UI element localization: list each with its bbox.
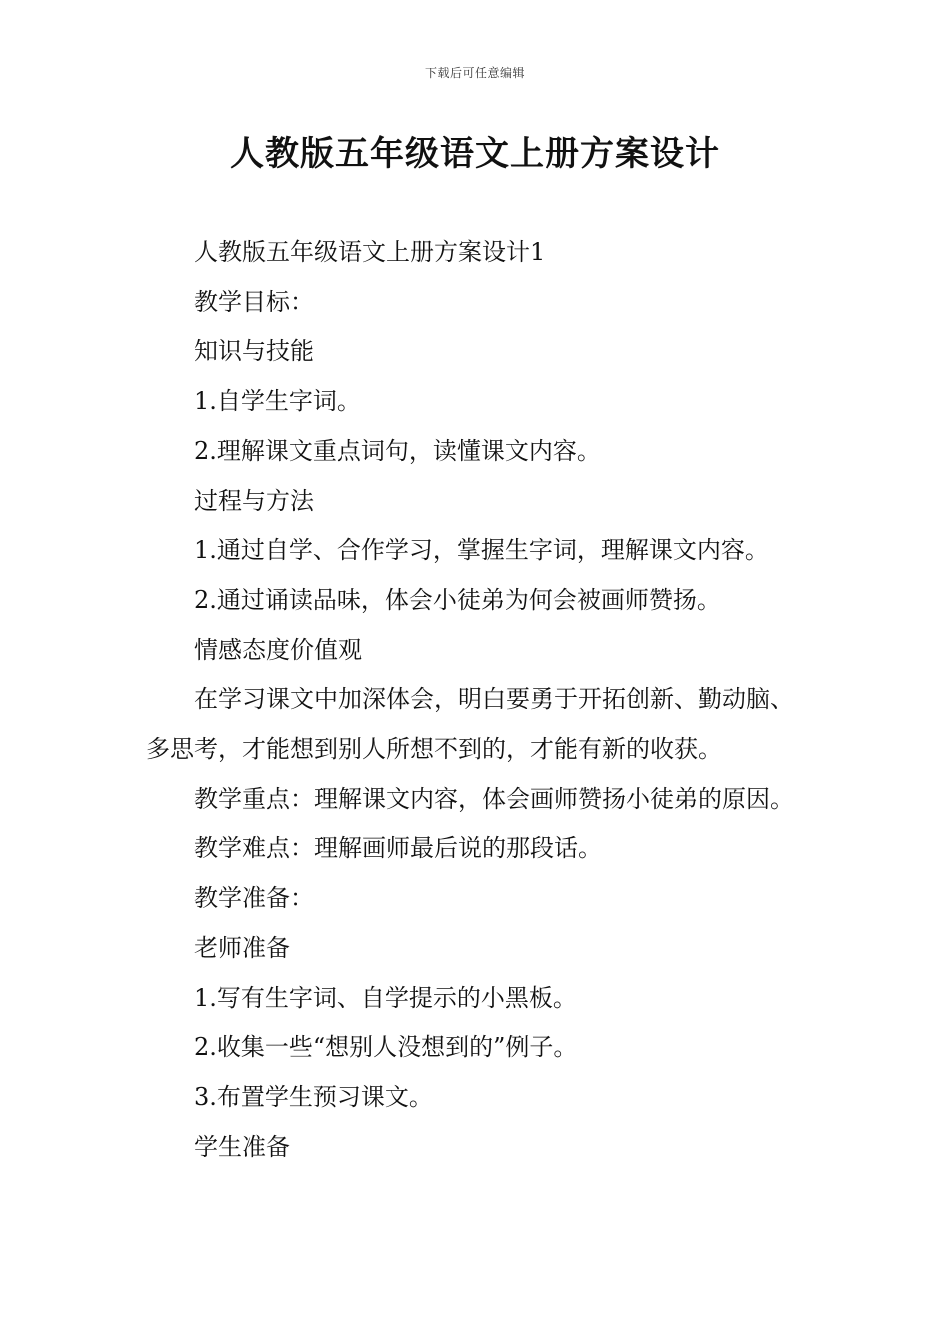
paragraph: 2.理解课文重点词句，读懂课文内容。 bbox=[194, 436, 601, 465]
document-body bbox=[146, 228, 810, 1172]
paragraph: 过程与方法 bbox=[194, 486, 314, 515]
paragraph: 人教版五年级语文上册方案设计1 bbox=[194, 238, 546, 266]
paragraph: 教学难点：理解画师最后说的那段话。 bbox=[194, 834, 602, 863]
paragraph: 2.通过诵读品味，体会小徒弟为何会被画师赞扬。 bbox=[194, 585, 721, 614]
paragraph: 老师准备 bbox=[194, 933, 290, 962]
paragraph: 2.收集一些“想别人没想到的”例子。 bbox=[194, 1033, 578, 1062]
paragraph: 1.自学生字词。 bbox=[194, 387, 361, 416]
paragraph: 情感态度价值观 bbox=[194, 635, 362, 664]
header-note: 下载后可任意编辑 bbox=[424, 66, 525, 80]
paragraph: 3.布置学生预习课文。 bbox=[194, 1082, 433, 1111]
document-title: 人教版五年级语文上册方案设计 bbox=[230, 134, 720, 174]
paragraph: 在学习课文中加深体会，明白要勇于开拓创新、勤动脑、多思考，才能想到别人所想不到的，才能有新的收获。 bbox=[146, 685, 794, 764]
paragraph: 1.写有生字词、自学提示的小黑板。 bbox=[194, 983, 577, 1012]
paragraph: 教学重点：理解课文内容，体会画师赞扬小徒弟的原因。 bbox=[194, 784, 794, 813]
paragraph: 1.通过自学、合作学习，掌握生字词，理解课文内容。 bbox=[194, 536, 769, 565]
paragraph: 教学准备： bbox=[194, 884, 314, 913]
paragraph: 知识与技能 bbox=[194, 337, 314, 366]
paragraph: 教学目标： bbox=[194, 287, 314, 316]
paragraph: 学生准备 bbox=[194, 1132, 290, 1161]
